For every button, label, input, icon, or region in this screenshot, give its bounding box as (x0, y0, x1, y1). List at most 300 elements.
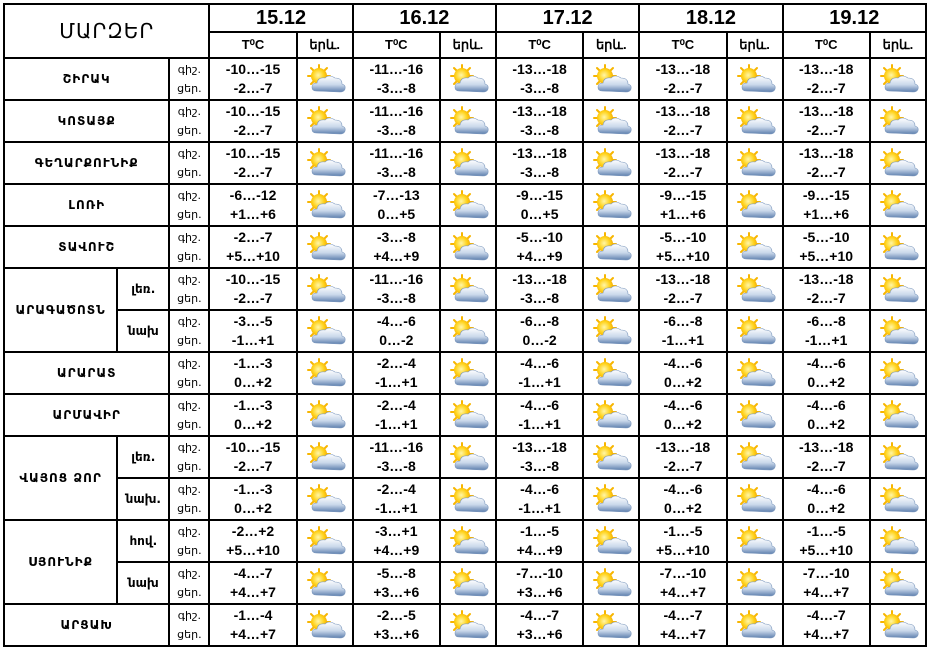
night-temperature: -4…-6 (806, 481, 846, 497)
sun-behind-cloud-icon (875, 273, 921, 305)
night-label: գիշ. (177, 189, 201, 202)
night-temperature: -10…-15 (225, 103, 281, 119)
temperature-cell (353, 58, 440, 100)
sun-behind-cloud-icon (302, 483, 348, 515)
table-row (4, 142, 926, 184)
temperature-cell (783, 436, 870, 478)
weather-cell (727, 478, 783, 520)
weather-cell (297, 58, 353, 100)
icon-column-header: երև. (440, 32, 496, 58)
table-row (4, 58, 926, 100)
weather-cell (297, 562, 353, 604)
weather-cell (440, 310, 496, 352)
time-of-day-labels (169, 100, 209, 142)
temperature-cell (209, 310, 296, 352)
region-name: ԱՐՄԱՎԻՐ (4, 394, 169, 436)
table-row (4, 604, 926, 646)
night-temperature: -13…-18 (655, 61, 711, 77)
weather-cell (583, 268, 639, 310)
day-temperature: +5…+10 (226, 542, 280, 558)
weather-cell (870, 268, 926, 310)
time-of-day-labels (169, 604, 209, 646)
temperature-cell (353, 520, 440, 562)
table-row (4, 562, 926, 604)
weather-cell (583, 100, 639, 142)
weather-cell (297, 352, 353, 394)
day-temperature: +3…+6 (516, 584, 563, 600)
sun-behind-cloud-icon (732, 63, 778, 95)
region-name: ՏԱՎՈՒՇ (4, 226, 169, 268)
day-temperature: -1…+1 (518, 374, 561, 390)
night-label: գիշ. (177, 315, 201, 328)
weather-cell (440, 100, 496, 142)
day-temperature: -2…-7 (233, 458, 273, 474)
night-label: գիշ. (177, 567, 201, 580)
region-name: ԱՐԱՐԱՏ (4, 352, 169, 394)
weather-cell (440, 58, 496, 100)
table-row (4, 184, 926, 226)
temperature-cell (639, 226, 726, 268)
day-temperature: -2…-7 (663, 122, 703, 138)
day-temperature: -2…-7 (806, 164, 846, 180)
night-temperature: -5…-10 (659, 229, 707, 245)
night-temperature: -13…-18 (655, 439, 711, 455)
weather-cell (583, 478, 639, 520)
weather-cell (440, 142, 496, 184)
subregion-name: լեռ. (117, 268, 169, 310)
time-of-day-labels (169, 352, 209, 394)
temperature-cell (496, 184, 583, 226)
day-temperature: +4…+9 (373, 542, 420, 558)
day-temperature: -2…-7 (233, 122, 273, 138)
weather-cell (297, 226, 353, 268)
temperature-cell (783, 226, 870, 268)
sun-behind-cloud-icon (302, 315, 348, 347)
table-row (4, 226, 926, 268)
temperature-cell (783, 520, 870, 562)
temperature-cell (639, 352, 726, 394)
table-row (4, 310, 926, 352)
temperature-cell (353, 394, 440, 436)
subregion-name: հով. (117, 520, 169, 562)
weather-cell (583, 184, 639, 226)
subregion-name: նախ (117, 562, 169, 604)
weather-cell (727, 100, 783, 142)
region-name: ԱՐՑԱԽ (4, 604, 169, 646)
day-temperature: -2…-7 (663, 458, 703, 474)
night-label: գիշ. (177, 357, 201, 370)
night-temperature: -10…-15 (225, 439, 281, 455)
night-temperature: -13…-18 (798, 145, 854, 161)
day-temperature: -1…+1 (375, 374, 418, 390)
day-temperature: -3…-8 (520, 458, 560, 474)
day-temperature: 0…+2 (807, 500, 846, 516)
day-label: ցեր. (177, 82, 202, 95)
night-label: գիշ. (177, 399, 201, 412)
night-temperature: -1…-5 (806, 523, 846, 539)
night-temperature: -5…-10 (802, 229, 850, 245)
sun-behind-cloud-icon (588, 231, 634, 263)
sun-behind-cloud-icon (445, 567, 491, 599)
temperature-cell (496, 226, 583, 268)
sun-behind-cloud-icon (302, 189, 348, 221)
night-temperature: -10…-15 (225, 271, 281, 287)
temperature-cell (496, 58, 583, 100)
weather-cell (440, 478, 496, 520)
weather-cell (440, 184, 496, 226)
night-temperature: -2…-7 (233, 229, 273, 245)
sun-behind-cloud-icon (445, 441, 491, 473)
temperature-cell (353, 268, 440, 310)
day-temperature: 0…+5 (520, 206, 559, 222)
table-row (4, 520, 926, 562)
night-label: գիշ. (177, 63, 201, 76)
weather-cell (440, 520, 496, 562)
temperature-cell (639, 394, 726, 436)
sun-behind-cloud-icon (588, 189, 634, 221)
weather-cell (297, 394, 353, 436)
night-label: գիշ. (177, 441, 201, 454)
temperature-cell (639, 100, 726, 142)
day-temperature: 0…+2 (664, 416, 702, 432)
day-temperature: -1…+1 (518, 500, 561, 516)
icon-column-header: երև. (583, 32, 639, 58)
day-temperature: +5…+10 (799, 542, 854, 558)
table-row (4, 352, 926, 394)
night-temperature: -11…-16 (369, 439, 424, 455)
night-temperature: -9…-15 (802, 187, 850, 203)
region-name: ԿՈՏԱՅՔ (4, 100, 169, 142)
weather-cell (870, 310, 926, 352)
temperature-cell (496, 142, 583, 184)
table-row (4, 394, 926, 436)
sun-behind-cloud-icon (588, 399, 634, 431)
temperature-cell (639, 58, 726, 100)
temperature-cell (353, 226, 440, 268)
day-label: ցեր. (177, 376, 202, 389)
night-temperature: -4…-6 (520, 397, 560, 413)
night-temperature: -9…-15 (659, 187, 707, 203)
night-temperature: -1…-3 (233, 397, 273, 413)
temperature-cell (209, 478, 296, 520)
subregion-name: նախ. (117, 478, 169, 520)
temperature-cell (209, 394, 296, 436)
day-temperature: 0…+2 (234, 500, 272, 516)
sun-behind-cloud-icon (302, 63, 348, 95)
night-temperature: -4…-6 (663, 481, 703, 497)
night-temperature: -7…-10 (802, 565, 850, 581)
day-temperature: +1…+6 (659, 206, 706, 222)
day-temperature: -2…-7 (806, 290, 846, 306)
sun-behind-cloud-icon (875, 105, 921, 137)
night-temperature: -13…-18 (798, 439, 854, 455)
sun-behind-cloud-icon (588, 147, 634, 179)
day-temperature: +1…+6 (230, 206, 276, 222)
date-header: 19.12 (783, 4, 926, 32)
temperature-cell (783, 268, 870, 310)
weather-cell (583, 352, 639, 394)
temperature-cell (496, 436, 583, 478)
temperature-cell (353, 100, 440, 142)
temperature-cell (496, 562, 583, 604)
day-temperature: -2…-7 (233, 80, 273, 96)
temperature-cell (209, 58, 296, 100)
day-label: ցեր. (177, 586, 202, 599)
weather-cell (297, 310, 353, 352)
time-of-day-labels (169, 436, 209, 478)
night-temperature: -4…-7 (233, 565, 273, 581)
night-temperature: -2…-4 (376, 481, 416, 497)
sun-behind-cloud-icon (302, 105, 348, 137)
subregion-name: լեռ. (117, 436, 169, 478)
night-temperature: -7…-13 (372, 187, 420, 203)
sun-behind-cloud-icon (445, 231, 491, 263)
sun-behind-cloud-icon (445, 609, 491, 641)
region-name: ՍՅՈՒՆԻՔ (4, 520, 117, 604)
day-temperature: -3…-8 (376, 290, 416, 306)
day-label: ցեր. (177, 628, 202, 641)
night-temperature: -11…-16 (369, 103, 424, 119)
sun-behind-cloud-icon (302, 525, 348, 557)
sun-behind-cloud-icon (875, 441, 921, 473)
day-label: ցեր. (177, 166, 202, 179)
weather-cell (870, 226, 926, 268)
day-temperature: +5…+10 (656, 248, 710, 264)
time-of-day-labels (169, 268, 209, 310)
sun-behind-cloud-icon (732, 315, 778, 347)
weather-cell (727, 520, 783, 562)
sun-behind-cloud-icon (875, 315, 921, 347)
night-temperature: -7…-10 (659, 565, 707, 581)
day-temperature: -3…-8 (376, 80, 416, 96)
day-temperature: -3…-8 (376, 458, 416, 474)
temperature-cell (783, 310, 870, 352)
night-label: գիշ. (177, 147, 201, 160)
day-temperature: +5…+10 (226, 248, 280, 264)
temperature-cell (496, 394, 583, 436)
time-of-day-labels (169, 562, 209, 604)
temperature-cell (783, 100, 870, 142)
day-temperature: -2…-7 (806, 458, 846, 474)
weather-cell (440, 226, 496, 268)
sun-behind-cloud-icon (588, 63, 634, 95)
temperature-cell (209, 226, 296, 268)
table-row (4, 478, 926, 520)
weather-cell (583, 310, 639, 352)
day-label: ցեր. (177, 544, 202, 557)
day-temperature: +3…+6 (373, 584, 420, 600)
sun-behind-cloud-icon (445, 357, 491, 389)
temperature-cell (353, 352, 440, 394)
temperature-cell (353, 310, 440, 352)
night-temperature: -4…-6 (806, 355, 846, 371)
temperature-cell (353, 184, 440, 226)
temperature-cell (639, 310, 726, 352)
day-temperature: -2…-7 (806, 122, 846, 138)
night-temperature: -4…-6 (663, 397, 703, 413)
temperature-cell (496, 268, 583, 310)
weather-cell (440, 268, 496, 310)
night-temperature: -1…-4 (233, 607, 273, 623)
night-temperature: -4…-7 (806, 607, 846, 623)
sun-behind-cloud-icon (732, 609, 778, 641)
day-temperature: -1…+1 (518, 416, 561, 432)
night-temperature: -2…-5 (376, 607, 416, 623)
sun-behind-cloud-icon (732, 231, 778, 263)
temperature-cell (353, 604, 440, 646)
time-of-day-labels (169, 226, 209, 268)
day-temperature: +4…+9 (516, 248, 563, 264)
sun-behind-cloud-icon (588, 483, 634, 515)
temperature-cell (209, 268, 296, 310)
day-temperature: +4…+7 (230, 584, 276, 600)
weather-cell (870, 58, 926, 100)
icon-column-header: երև. (727, 32, 783, 58)
weather-cell (440, 604, 496, 646)
day-temperature: -2…-7 (806, 80, 846, 96)
temperature-cell (209, 562, 296, 604)
weather-cell (440, 352, 496, 394)
region-name: ՎԱՅՈՑ ՁՈՐ (4, 436, 117, 520)
day-temperature: +3…+6 (516, 626, 563, 642)
day-temperature: -1…+1 (375, 416, 418, 432)
sun-behind-cloud-icon (732, 273, 778, 305)
weather-cell (727, 436, 783, 478)
temperature-cell (209, 520, 296, 562)
temperature-cell (639, 604, 726, 646)
weather-cell (583, 436, 639, 478)
temperature-cell (639, 142, 726, 184)
day-label: ցեր. (177, 250, 202, 263)
day-temperature: 0…+5 (377, 206, 416, 222)
sun-behind-cloud-icon (445, 483, 491, 515)
temperature-cell (353, 436, 440, 478)
sun-behind-cloud-icon (302, 441, 348, 473)
night-temperature: -13…-18 (798, 271, 854, 287)
region-name: ԳԵՂԱՐՔՈՒՆԻՔ (4, 142, 169, 184)
weather-cell (870, 142, 926, 184)
sun-behind-cloud-icon (875, 189, 921, 221)
weather-cell (727, 58, 783, 100)
sun-behind-cloud-icon (588, 273, 634, 305)
night-temperature: -13…-18 (655, 145, 711, 161)
temperature-cell (783, 604, 870, 646)
temperature-cell (209, 604, 296, 646)
night-temperature: -4…-6 (520, 355, 560, 371)
day-label: ցեր. (177, 334, 202, 347)
time-of-day-labels (169, 142, 209, 184)
weather-cell (870, 394, 926, 436)
day-temperature: +4…+7 (659, 626, 706, 642)
weather-cell (583, 604, 639, 646)
sun-behind-cloud-icon (445, 147, 491, 179)
temperature-cell (209, 142, 296, 184)
weather-cell (297, 142, 353, 184)
night-temperature: -4…-6 (663, 355, 703, 371)
temp-column-header: T⁰C (209, 32, 296, 58)
sun-behind-cloud-icon (588, 357, 634, 389)
day-temperature: +1…+6 (803, 206, 850, 222)
weather-cell (870, 562, 926, 604)
temperature-cell (783, 352, 870, 394)
sun-behind-cloud-icon (588, 525, 634, 557)
temperature-cell (209, 184, 296, 226)
weather-cell (727, 142, 783, 184)
night-temperature: -1…-5 (520, 523, 560, 539)
sun-behind-cloud-icon (588, 315, 634, 347)
temp-column-header: T⁰C (496, 32, 583, 58)
night-label: գիշ. (177, 105, 201, 118)
table-row (4, 268, 926, 310)
day-temperature: 0…-2 (522, 332, 557, 348)
night-temperature: -11…-16 (369, 61, 424, 77)
night-label: գիշ. (177, 609, 201, 622)
sun-behind-cloud-icon (445, 105, 491, 137)
weather-cell (440, 436, 496, 478)
weather-cell (870, 478, 926, 520)
sun-behind-cloud-icon (445, 315, 491, 347)
sun-behind-cloud-icon (445, 189, 491, 221)
weather-cell (583, 562, 639, 604)
day-temperature: -1…+1 (804, 332, 848, 348)
weather-cell (727, 184, 783, 226)
region-name: ԱՐԱԳԱԾՈՏՆ (4, 268, 117, 352)
sun-behind-cloud-icon (875, 567, 921, 599)
sun-behind-cloud-icon (302, 147, 348, 179)
sun-behind-cloud-icon (875, 609, 921, 641)
day-temperature: -3…-8 (520, 80, 560, 96)
night-temperature: -13…-18 (798, 103, 854, 119)
temperature-cell (783, 562, 870, 604)
night-temperature: -6…-8 (806, 313, 846, 329)
night-temperature: -6…-8 (663, 313, 703, 329)
day-label: ցեր. (177, 460, 202, 473)
night-temperature: -13…-18 (798, 61, 854, 77)
weather-cell (583, 142, 639, 184)
weather-cell (727, 310, 783, 352)
date-header: 15.12 (209, 4, 352, 32)
day-temperature: +4…+7 (230, 626, 276, 642)
sun-behind-cloud-icon (732, 441, 778, 473)
night-temperature: -10…-15 (225, 145, 281, 161)
day-temperature: -2…-7 (233, 290, 273, 306)
night-temperature: -3…-5 (233, 313, 273, 329)
sun-behind-cloud-icon (875, 63, 921, 95)
sun-behind-cloud-icon (875, 231, 921, 263)
night-temperature: -2…-4 (376, 355, 416, 371)
subregion-name: նախ (117, 310, 169, 352)
night-temperature: -11…-16 (369, 271, 424, 287)
weather-cell (440, 394, 496, 436)
region-name: ԼՈՌԻ (4, 184, 169, 226)
night-temperature: -13…-18 (512, 271, 567, 287)
night-temperature: -3…-8 (376, 229, 416, 245)
sun-behind-cloud-icon (302, 231, 348, 263)
weather-cell (727, 352, 783, 394)
day-temperature: 0…+2 (807, 416, 846, 432)
day-label: ցեր. (177, 124, 202, 137)
date-header: 18.12 (639, 4, 782, 32)
day-temperature: +3…+6 (373, 626, 420, 642)
night-temperature: -10…-15 (225, 61, 281, 77)
day-temperature: 0…+2 (807, 374, 846, 390)
weather-cell (297, 520, 353, 562)
day-temperature: -2…-7 (663, 290, 703, 306)
sun-behind-cloud-icon (732, 357, 778, 389)
weather-cell (727, 604, 783, 646)
night-temperature: -13…-18 (512, 61, 567, 77)
sun-behind-cloud-icon (732, 189, 778, 221)
